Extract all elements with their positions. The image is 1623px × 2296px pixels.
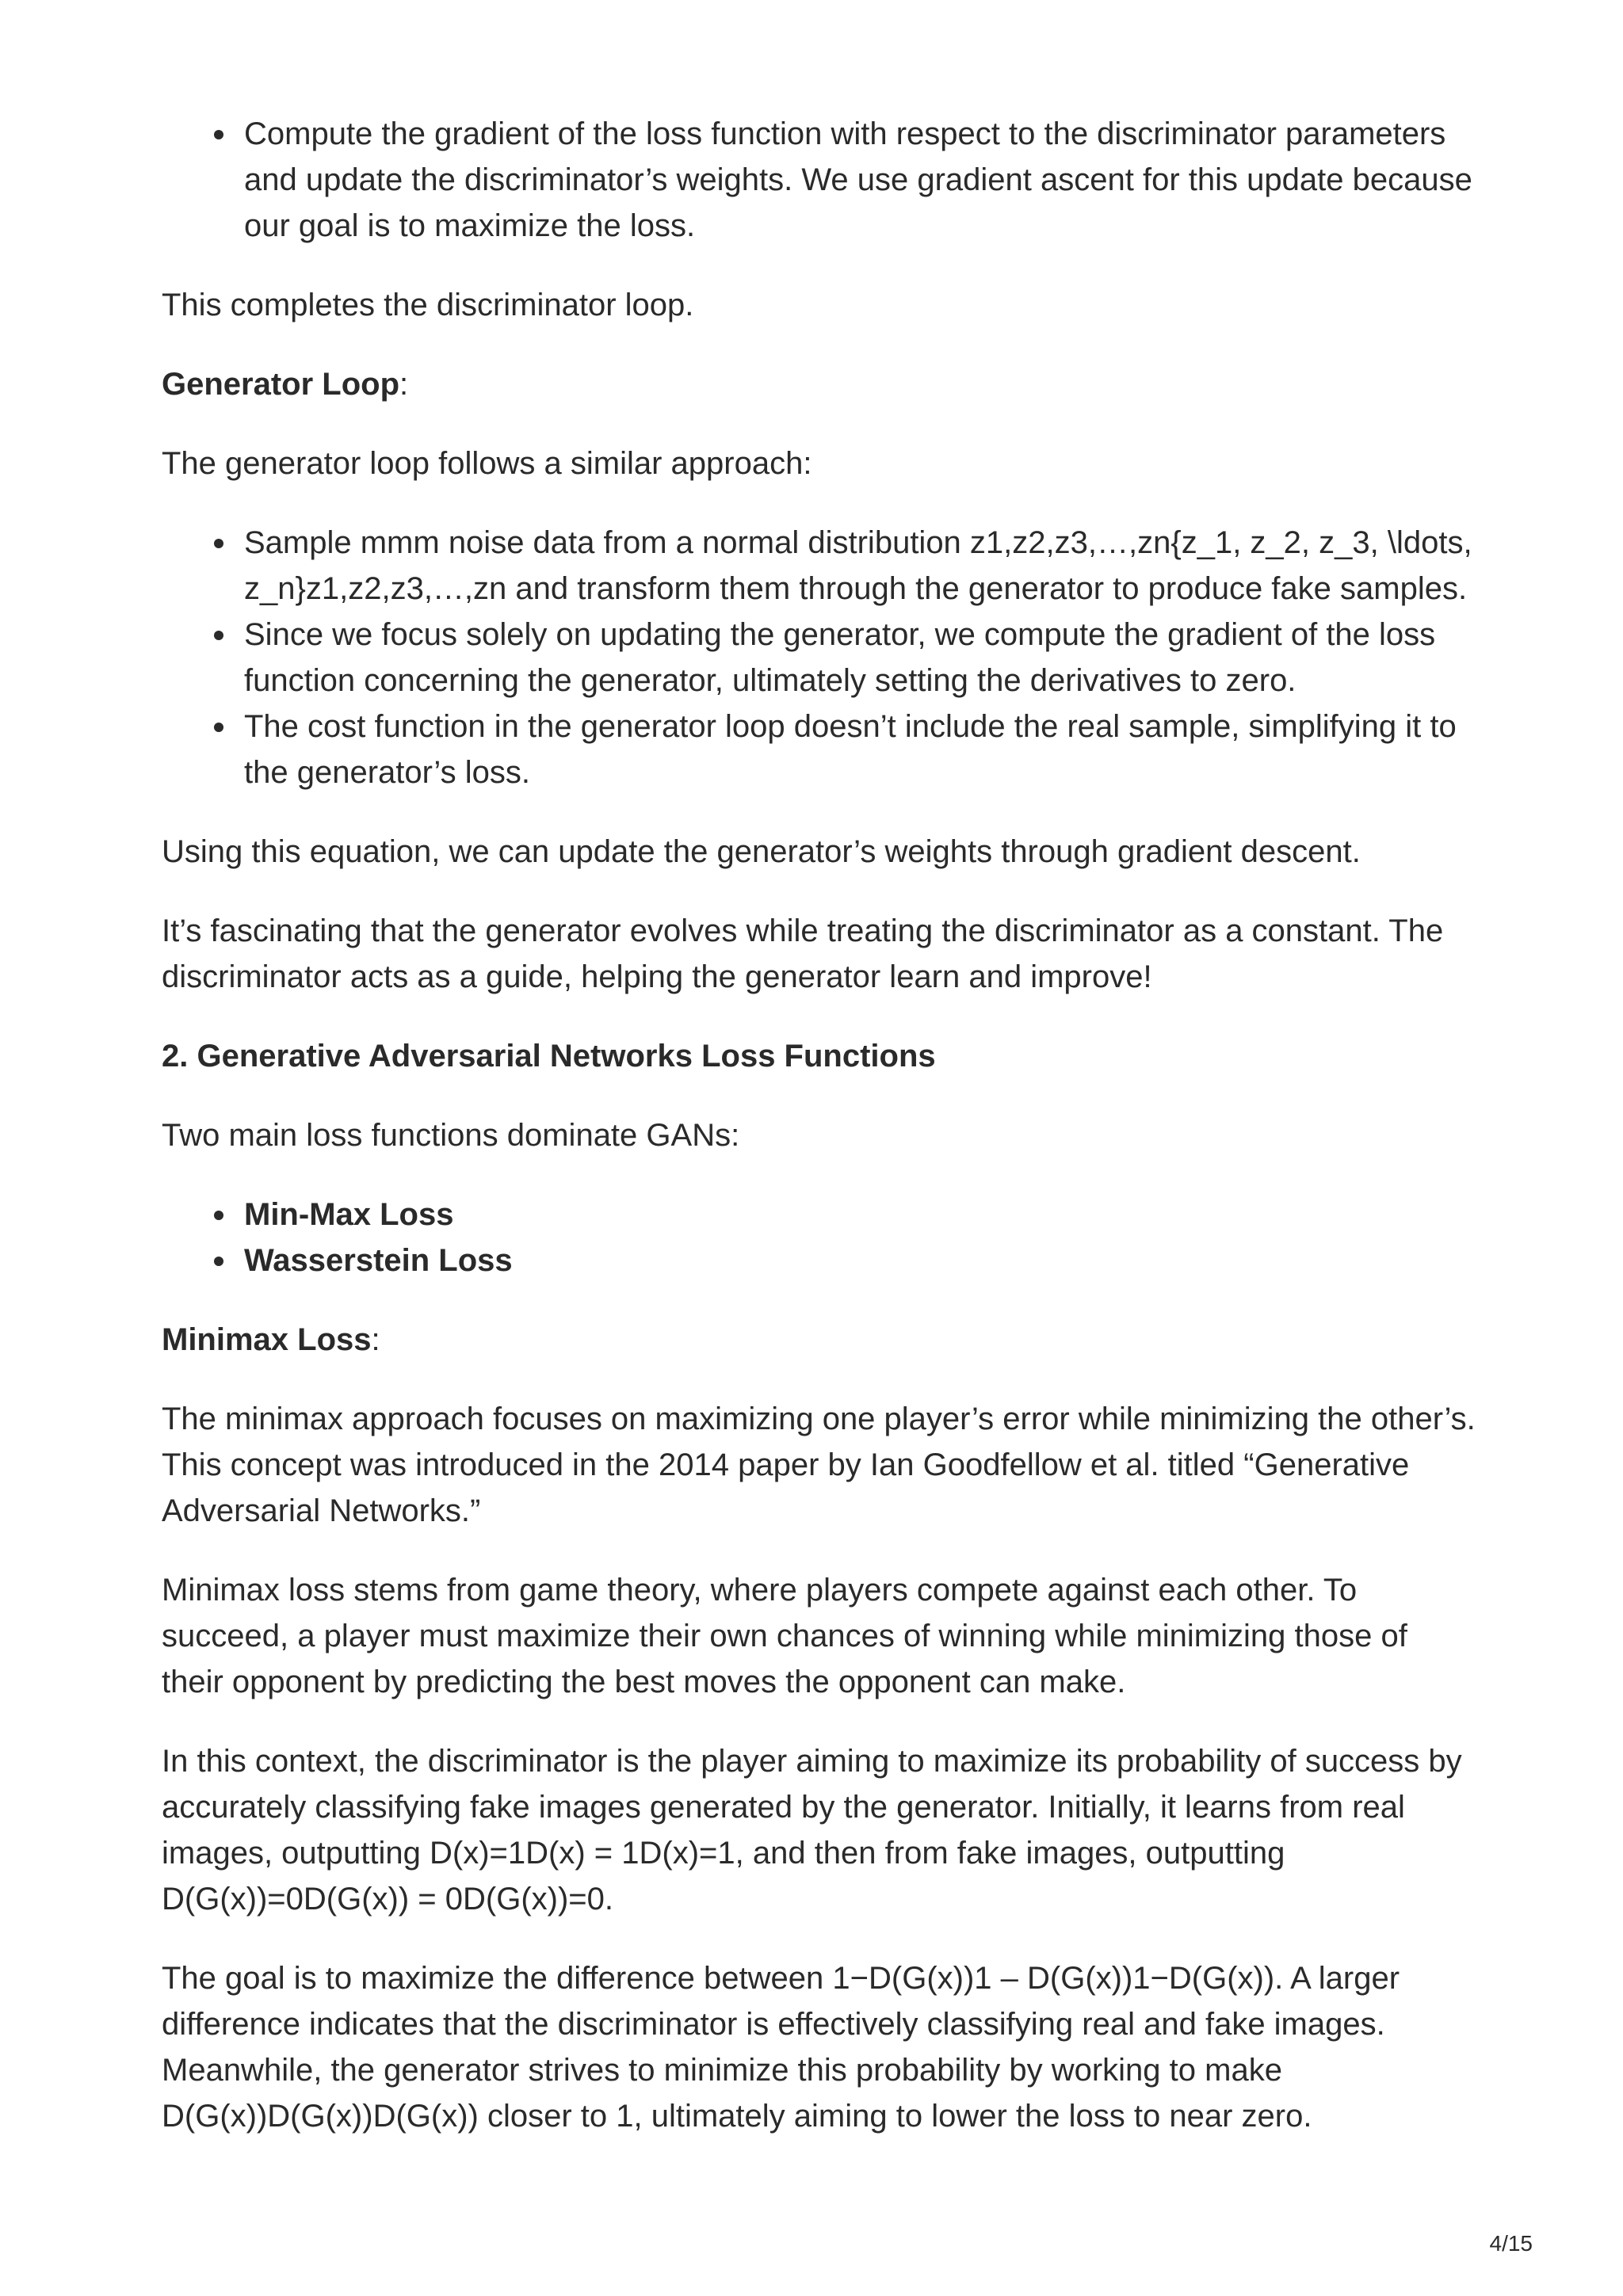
document-page [162,111,1477,2172]
minimax-paragraph: The minimax approach focuses on maximizing one player’s error while minimizing the other’s. This concept was introduced in the 2014 paper by Ian Goodfellow et al. titled “Generative Adversarial Networks.” [162,1402,1476,1528]
generator-loop-heading-text: Generator Loop [162,367,400,402]
generator-fascinating-paragraph: It’s fascinating that the generator evolves while treating the discriminator as a constant. The discriminator acts as a guide, helping the generator learn and improve! [162,913,1444,994]
list-item: Wasserstein Loss [244,1238,1477,1283]
minimax-heading-colon: : [371,1322,380,1357]
minimax-paragraph: The goal is to maximize the difference between 1−D(G(x))1 – D(G(x))1−D(G(x)). A larger difference indicates that the discriminator is effectively classifying real and fake images. Meanwhile, the generator strives to minimize this probability by working to make D(G(x))D(G(x))D(G(x)) closer to 1, ultimately aiming to lower the loss to near zero. [162,1961,1400,2134]
generator-loop-intro: The generator loop follows a similar approach: [162,446,812,481]
generator-loop-heading [162,361,1477,407]
minimax-paragraph: In this context, the discriminator is the player aiming to maximize its probability of success by accurately classifying fake images generated by the generator. Initially, it learns from real images, outputting D(x)=1D(x) = 1D(x)=1, and then from fake images, outputting D(G(x))=0D(G(x)) = 0D(G(x))=0. [162,1744,1462,1917]
list-item: The cost function in the generator loop doesn’t include the real sample, simplifying it to the generator’s loss. [244,704,1477,795]
loss-functions-heading: 2. Generative Adversarial Networks Loss Functions [162,1039,936,1074]
discriminator-complete-paragraph: This completes the discriminator loop. [162,288,694,322]
list-item: Since we focus solely on updating the generator, we compute the gradient of the loss function concerning the generator, ultimately setting the derivatives to zero. [244,612,1477,704]
page-number: 4/15 [1489,2231,1533,2256]
discriminator-steps-list [162,111,1477,249]
generator-loop-heading-colon: : [399,367,409,402]
generator-update-paragraph: Using this equation, we can update the generator’s weights through gradient descent. [162,834,1361,869]
generator-steps-list [162,520,1477,795]
minimax-heading-text: Minimax Loss [162,1322,372,1357]
list-item: Sample mmm noise data from a normal distribution z1,z2,z3,…,zn{z_1, z_2, z_3, \ldots, z_n}z1,z2,z3,…,zn and transform them through the generator to produce fake samples. [244,520,1477,612]
loss-functions-intro: Two main loss functions dominate GANs: [162,1118,740,1153]
list-item: Compute the gradient of the loss function with respect to the discriminator parameters and update the discriminator’s weights. We use gradient ascent for this update because our goal is to maximize the loss. [244,111,1477,249]
minimax-heading [162,1317,1477,1363]
loss-functions-list [162,1192,1477,1283]
list-item: Min-Max Loss [244,1192,1477,1238]
minimax-paragraph: Minimax loss stems from game theory, where players compete against each other. To succeed, a player must maximize their own chances of winning while minimizing those of their opponent by predicting the best moves the opponent can make. [162,1573,1407,1699]
